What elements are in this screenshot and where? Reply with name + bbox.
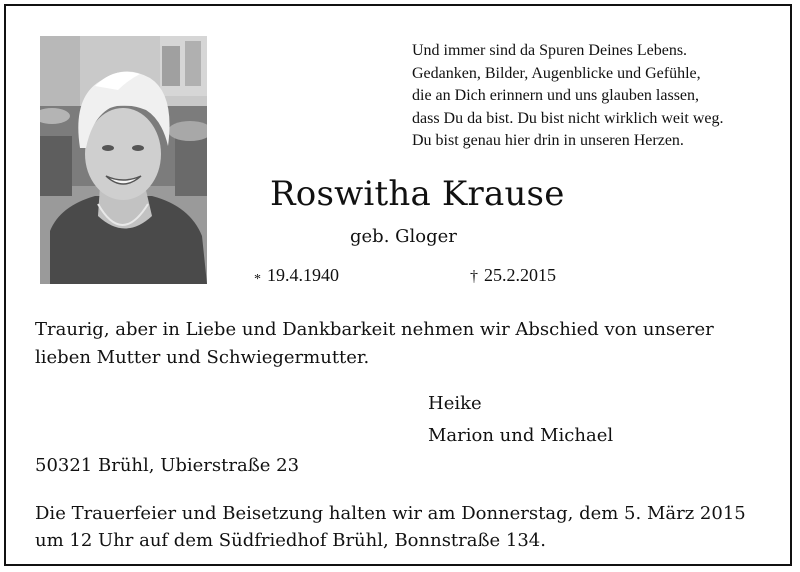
- portrait-photo: [40, 36, 207, 284]
- funeral-line: um 12 Uhr auf dem Südfriedhof Brühl, Bonnstraße 134.: [35, 530, 546, 551]
- birth-star-icon: *: [254, 272, 261, 287]
- death-cross-icon: †: [470, 268, 478, 285]
- family-address: 50321 Brühl, Ubierstraße 23: [35, 455, 300, 476]
- funeral-line: Die Trauerfeier und Beisetzung halten wir am Donnerstag, dem 5. März 2015: [35, 503, 746, 524]
- message-line: Traurig, aber in Liebe und Dankbarkeit nehmen wir Abschied von unserer: [35, 319, 714, 340]
- poem-line: Gedanken, Bilder, Augenblicke und Gefühle,: [412, 64, 701, 82]
- poem-line: dass Du da bist. Du bist nicht wirklich weit weg.: [412, 109, 724, 127]
- signer: Heike: [428, 393, 482, 414]
- funeral-details: [35, 500, 780, 554]
- poem-line: Du bist genau hier drin in unseren Herzen.: [412, 132, 684, 149]
- poem: [412, 40, 787, 153]
- poem-line: Und immer sind da Spuren Deines Lebens.: [412, 42, 688, 59]
- death-date-group: [470, 263, 556, 289]
- birth-date-group: [254, 263, 339, 292]
- signer: Marion und Michael: [428, 425, 614, 446]
- birth-date: 19.4.1940: [267, 265, 339, 285]
- message-line: lieben Mutter und Schwiegermutter.: [35, 347, 370, 368]
- poem-line: die an Dich erinnern und uns glauben lassen,: [412, 87, 700, 104]
- farewell-message: [35, 316, 775, 372]
- deceased-name: Roswitha Krause: [270, 174, 565, 214]
- signers-list: [428, 388, 613, 452]
- maiden-name: geb. Gloger: [350, 226, 457, 247]
- death-date: 25.2.2015: [484, 265, 556, 285]
